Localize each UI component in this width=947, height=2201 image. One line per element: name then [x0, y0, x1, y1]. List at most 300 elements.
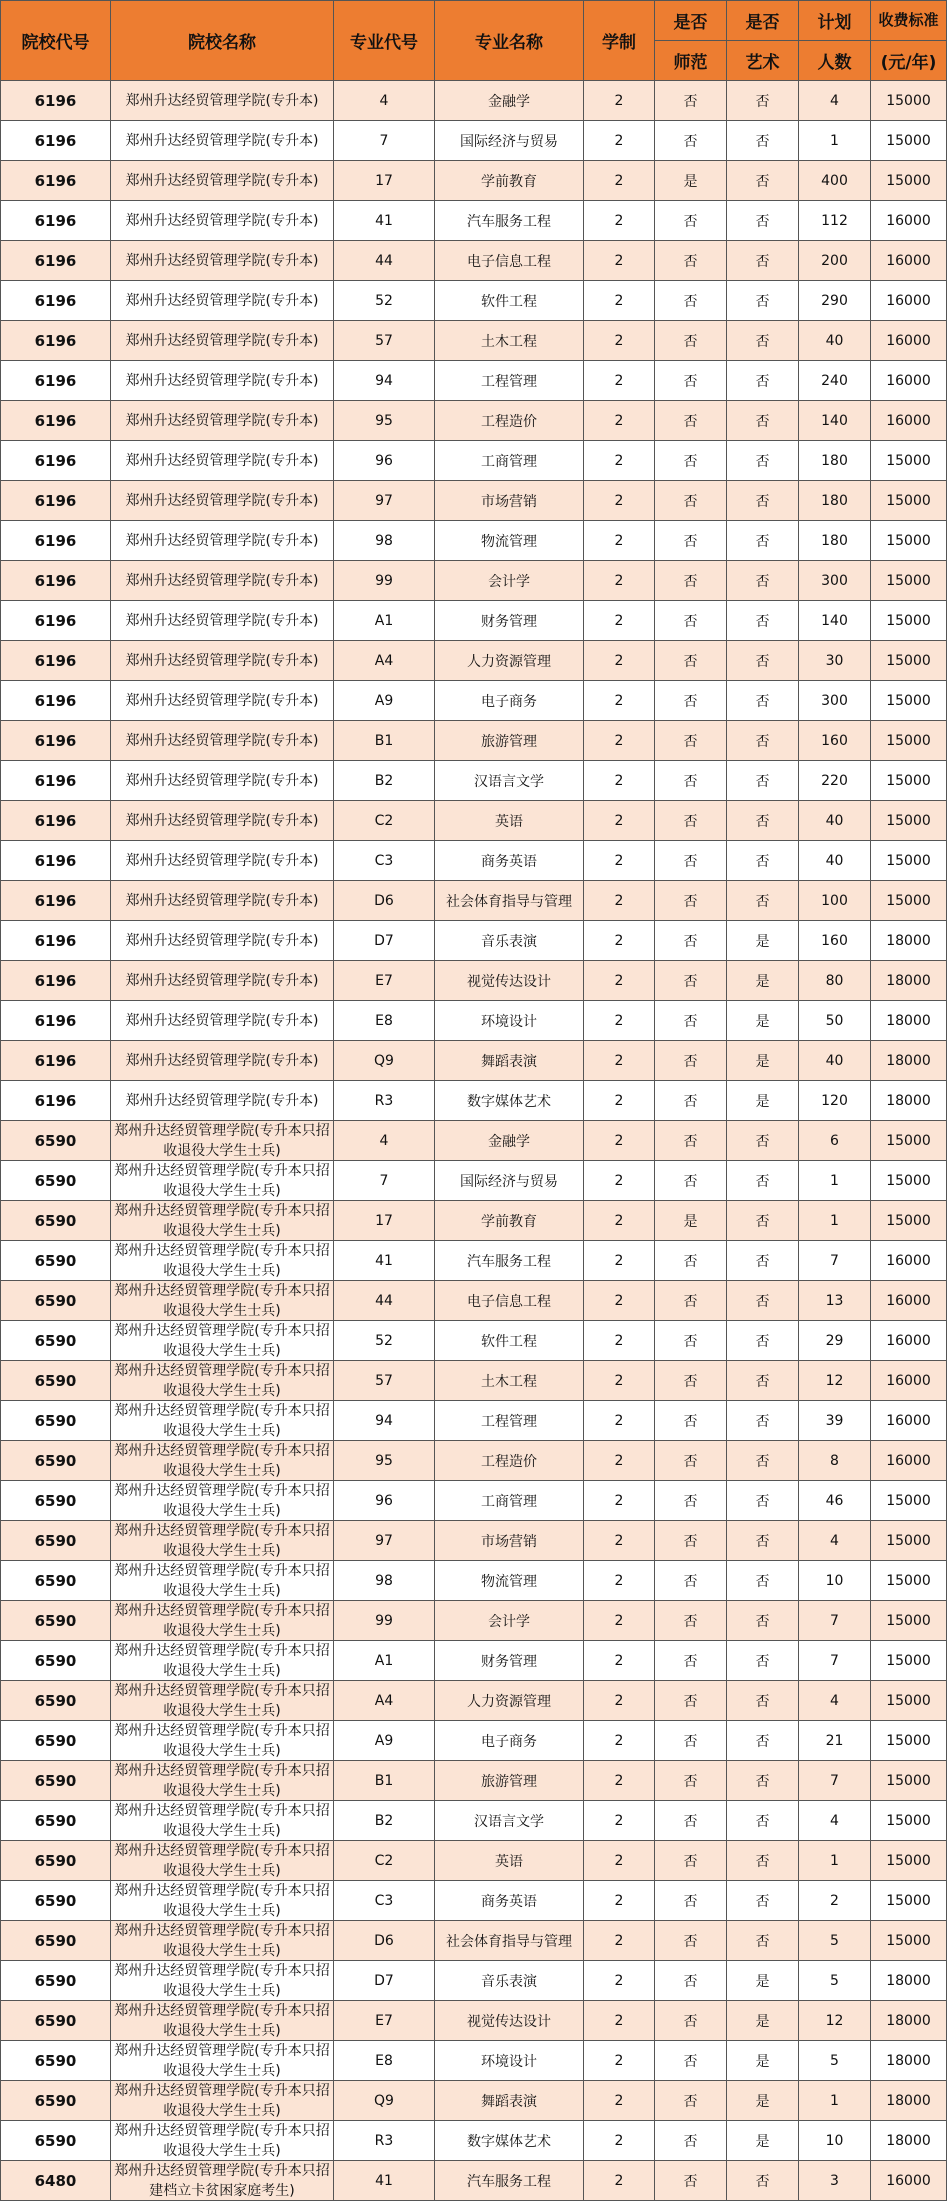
cell-school-code: 6590: [1, 1241, 111, 1281]
cell-school-code: 6590: [1, 1881, 111, 1921]
cell-school-name: [111, 1441, 334, 1481]
cell-fee: 18000: [871, 2121, 947, 2161]
cell-plan-count: 5: [799, 2041, 871, 2081]
cell-is-art: 否: [727, 1881, 799, 1921]
cell-school-name: [111, 1041, 334, 1081]
school-name-text: 郑州升达经贸管理学院(专升本只招收退役大学生士兵): [114, 1803, 330, 1839]
cell-major-name: 舞蹈表演: [435, 1041, 584, 1081]
cell-school-code: 6590: [1, 1801, 111, 1841]
cell-major-code: 41: [334, 201, 435, 241]
cell-is-normal: 否: [655, 1001, 727, 1041]
cell-duration: 2: [584, 2001, 655, 2041]
cell-major-name: 工程造价: [435, 1441, 584, 1481]
cell-is-normal: 否: [655, 361, 727, 401]
header-duration: 学制: [584, 1, 655, 81]
cell-is-art: 是: [727, 2001, 799, 2041]
cell-major-code: R3: [334, 1081, 435, 1121]
cell-is-normal: 否: [655, 641, 727, 681]
cell-school-name: [111, 721, 334, 761]
cell-school-name: [111, 1321, 334, 1361]
table-row: [1, 921, 947, 961]
cell-duration: 2: [584, 1441, 655, 1481]
cell-school-code: 6196: [1, 81, 111, 121]
header-fee-bottom: (元/年): [871, 41, 947, 81]
cell-is-art: 否: [727, 321, 799, 361]
cell-is-normal: 否: [655, 241, 727, 281]
cell-is-art: 否: [727, 241, 799, 281]
cell-fee: 18000: [871, 921, 947, 961]
school-name-text: 郑州升达经贸管理学院(专升本只招收退役大学生士兵): [114, 1723, 330, 1759]
cell-plan-count: 4: [799, 1681, 871, 1721]
cell-is-art: 否: [727, 1201, 799, 1241]
cell-school-code: 6590: [1, 1161, 111, 1201]
cell-is-art: 否: [727, 81, 799, 121]
cell-major-name: 人力资源管理: [435, 1681, 584, 1721]
cell-school-name: [111, 281, 334, 321]
school-name-text: 郑州升达经贸管理学院(专升本): [125, 212, 319, 229]
cell-school-name: [111, 681, 334, 721]
school-name-text: 郑州升达经贸管理学院(专升本): [125, 1052, 319, 1069]
header-art-bottom: 艺术: [727, 41, 799, 81]
school-name-text: 郑州升达经贸管理学院(专升本): [125, 172, 319, 189]
school-name-text: 郑州升达经贸管理学院(专升本): [125, 452, 319, 469]
school-name-text: 郑州升达经贸管理学院(专升本只招收退役大学生士兵): [114, 1123, 330, 1159]
cell-school-code: 6590: [1, 1481, 111, 1521]
cell-school-name: [111, 2001, 334, 2041]
cell-fee: 16000: [871, 1241, 947, 1281]
cell-is-art: 否: [727, 1361, 799, 1401]
cell-major-code: 7: [334, 1161, 435, 1201]
cell-major-name: 电子信息工程: [435, 1281, 584, 1321]
cell-major-code: 57: [334, 321, 435, 361]
cell-school-name: [111, 1601, 334, 1641]
school-name-text: 郑州升达经贸管理学院(专升本只招收退役大学生士兵): [114, 1403, 330, 1439]
table-row: [1, 561, 947, 601]
cell-is-art: 否: [727, 1841, 799, 1881]
table-row: [1, 1721, 947, 1761]
cell-is-normal: 否: [655, 1561, 727, 1601]
cell-fee: 15000: [871, 801, 947, 841]
cell-major-name: 汽车服务工程: [435, 201, 584, 241]
cell-school-code: 6196: [1, 721, 111, 761]
cell-plan-count: 1: [799, 1841, 871, 1881]
cell-duration: 2: [584, 1161, 655, 1201]
cell-school-name: [111, 1121, 334, 1161]
cell-plan-count: 120: [799, 1081, 871, 1121]
cell-is-normal: 否: [655, 2041, 727, 2081]
cell-is-art: 否: [727, 1681, 799, 1721]
cell-fee: 15000: [871, 1201, 947, 1241]
cell-school-name: [111, 841, 334, 881]
cell-school-code: 6590: [1, 1201, 111, 1241]
cell-school-name: [111, 881, 334, 921]
cell-school-name: [111, 1081, 334, 1121]
cell-major-code: D6: [334, 1921, 435, 1961]
cell-school-code: 6196: [1, 481, 111, 521]
cell-school-code: 6590: [1, 1641, 111, 1681]
cell-is-normal: 否: [655, 1441, 727, 1481]
cell-plan-count: 140: [799, 601, 871, 641]
table-row: [1, 121, 947, 161]
school-name-text: 郑州升达经贸管理学院(专升本只招收退役大学生士兵): [114, 1563, 330, 1599]
cell-duration: 2: [584, 1481, 655, 1521]
cell-major-code: A4: [334, 641, 435, 681]
cell-duration: 2: [584, 121, 655, 161]
cell-school-code: 6590: [1, 2121, 111, 2161]
cell-school-name: [111, 1521, 334, 1561]
cell-major-code: C3: [334, 1881, 435, 1921]
cell-major-name: 学前教育: [435, 1201, 584, 1241]
school-name-text: 郑州升达经贸管理学院(专升本): [125, 812, 319, 829]
cell-major-name: 市场营销: [435, 481, 584, 521]
school-name-text: 郑州升达经贸管理学院(专升本): [125, 972, 319, 989]
cell-major-name: 物流管理: [435, 521, 584, 561]
header-major-name: 专业名称: [435, 1, 584, 81]
cell-major-name: 数字媒体艺术: [435, 1081, 584, 1121]
cell-fee: 18000: [871, 2041, 947, 2081]
table-row: [1, 1521, 947, 1561]
cell-is-normal: 否: [655, 561, 727, 601]
cell-major-code: 98: [334, 1561, 435, 1601]
cell-major-name: 汽车服务工程: [435, 1241, 584, 1281]
cell-fee: 15000: [871, 601, 947, 641]
cell-fee: 16000: [871, 1441, 947, 1481]
cell-plan-count: 180: [799, 521, 871, 561]
cell-school-name: [111, 1561, 334, 1601]
cell-duration: 2: [584, 201, 655, 241]
cell-major-code: 17: [334, 161, 435, 201]
cell-plan-count: 3: [799, 2161, 871, 2201]
school-name-text: 郑州升达经贸管理学院(专升本只招收退役大学生士兵): [114, 1603, 330, 1639]
cell-is-normal: 否: [655, 441, 727, 481]
cell-school-name: [111, 1961, 334, 2001]
table-row: [1, 1121, 947, 1161]
cell-fee: 15000: [871, 1721, 947, 1761]
cell-duration: 2: [584, 2041, 655, 2081]
cell-duration: 2: [584, 1361, 655, 1401]
table-row: [1, 761, 947, 801]
cell-duration: 2: [584, 1641, 655, 1681]
cell-plan-count: 220: [799, 761, 871, 801]
cell-school-name: [111, 641, 334, 681]
cell-school-code: 6196: [1, 641, 111, 681]
cell-is-normal: 否: [655, 1241, 727, 1281]
cell-is-art: 否: [727, 1721, 799, 1761]
table-row: [1, 281, 947, 321]
cell-is-normal: 否: [655, 1521, 727, 1561]
cell-school-name: [111, 401, 334, 441]
cell-school-name: [111, 321, 334, 361]
table-row: [1, 601, 947, 641]
cell-school-code: 6196: [1, 801, 111, 841]
cell-school-name: [111, 1801, 334, 1841]
cell-school-name: [111, 1161, 334, 1201]
cell-duration: 2: [584, 1281, 655, 1321]
cell-is-art: 否: [727, 721, 799, 761]
cell-school-code: 6590: [1, 1401, 111, 1441]
cell-school-code: 6590: [1, 1521, 111, 1561]
header-plan-bottom: 人数: [799, 41, 871, 81]
cell-is-normal: 是: [655, 161, 727, 201]
cell-is-normal: 否: [655, 601, 727, 641]
cell-fee: 15000: [871, 1841, 947, 1881]
cell-major-code: E7: [334, 2001, 435, 2041]
cell-is-normal: 否: [655, 1841, 727, 1881]
cell-major-code: B1: [334, 1761, 435, 1801]
cell-duration: 2: [584, 1801, 655, 1841]
school-name-text: 郑州升达经贸管理学院(专升本): [125, 372, 319, 389]
cell-major-code: B1: [334, 721, 435, 761]
cell-school-code: 6196: [1, 561, 111, 601]
cell-major-code: A4: [334, 1681, 435, 1721]
cell-school-code: 6196: [1, 881, 111, 921]
cell-major-name: 国际经济与贸易: [435, 121, 584, 161]
cell-duration: 2: [584, 1561, 655, 1601]
school-name-text: 郑州升达经贸管理学院(专升本): [125, 252, 319, 269]
table-row: [1, 1681, 947, 1721]
table-row: [1, 2081, 947, 2121]
school-name-text: 郑州升达经贸管理学院(专升本只招收退役大学生士兵): [114, 2043, 330, 2079]
table-row: [1, 1481, 947, 1521]
cell-is-art: 否: [727, 1441, 799, 1481]
cell-fee: 18000: [871, 1041, 947, 1081]
cell-plan-count: 100: [799, 881, 871, 921]
cell-is-normal: 否: [655, 321, 727, 361]
cell-plan-count: 1: [799, 121, 871, 161]
cell-major-name: 工商管理: [435, 441, 584, 481]
cell-is-normal: 否: [655, 681, 727, 721]
cell-major-name: 环境设计: [435, 1001, 584, 1041]
table-row: [1, 1801, 947, 1841]
table-row: [1, 1841, 947, 1881]
cell-major-code: 94: [334, 361, 435, 401]
cell-major-name: 汉语言文学: [435, 761, 584, 801]
table-row: [1, 1041, 947, 1081]
cell-major-name: 工商管理: [435, 1481, 584, 1521]
cell-major-name: 视觉传达设计: [435, 961, 584, 1001]
cell-major-code: 95: [334, 401, 435, 441]
cell-major-code: 99: [334, 561, 435, 601]
cell-plan-count: 2: [799, 1881, 871, 1921]
cell-school-code: 6590: [1, 1561, 111, 1601]
cell-major-code: 96: [334, 1481, 435, 1521]
cell-major-name: 财务管理: [435, 601, 584, 641]
table-row: [1, 801, 947, 841]
table-row: [1, 2121, 947, 2161]
cell-fee: 15000: [871, 481, 947, 521]
cell-plan-count: 10: [799, 2121, 871, 2161]
school-name-text: 郑州升达经贸管理学院(专升本只招收退役大学生士兵): [114, 2083, 330, 2119]
header-school-code: 院校代号: [1, 1, 111, 81]
school-name-text: 郑州升达经贸管理学院(专升本只招收退役大学生士兵): [114, 1483, 330, 1519]
table-row: [1, 1441, 947, 1481]
cell-duration: 2: [584, 241, 655, 281]
cell-major-name: 汉语言文学: [435, 1801, 584, 1841]
school-name-text: 郑州升达经贸管理学院(专升本只招收退役大学生士兵): [114, 1443, 330, 1479]
cell-fee: 15000: [871, 1921, 947, 1961]
cell-school-name: [111, 1921, 334, 1961]
school-name-text: 郑州升达经贸管理学院(专升本): [125, 772, 319, 789]
cell-is-normal: 否: [655, 761, 727, 801]
table-row: [1, 521, 947, 561]
cell-fee: 18000: [871, 2081, 947, 2121]
cell-school-code: 6590: [1, 1841, 111, 1881]
cell-is-art: 否: [727, 1921, 799, 1961]
cell-major-name: 会计学: [435, 561, 584, 601]
cell-plan-count: 300: [799, 561, 871, 601]
header-normal-top: 是否: [655, 1, 727, 41]
cell-major-code: 57: [334, 1361, 435, 1401]
cell-school-name: [111, 81, 334, 121]
cell-is-normal: 否: [655, 801, 727, 841]
cell-duration: 2: [584, 1041, 655, 1081]
cell-plan-count: 7: [799, 1241, 871, 1281]
cell-plan-count: 46: [799, 1481, 871, 1521]
cell-duration: 2: [584, 481, 655, 521]
cell-major-name: 土木工程: [435, 321, 584, 361]
cell-school-name: [111, 161, 334, 201]
cell-major-code: R3: [334, 2121, 435, 2161]
cell-major-code: B2: [334, 761, 435, 801]
school-name-text: 郑州升达经贸管理学院(专升本只招收退役大学生士兵): [114, 1883, 330, 1919]
table-row: [1, 1401, 947, 1441]
cell-school-name: [111, 1721, 334, 1761]
cell-school-name: [111, 521, 334, 561]
school-name-text: 郑州升达经贸管理学院(专升本只招收退役大学生士兵): [114, 1163, 330, 1199]
cell-school-name: [111, 1481, 334, 1521]
cell-fee: 16000: [871, 1321, 947, 1361]
cell-school-code: 6590: [1, 1121, 111, 1161]
school-name-text: 郑州升达经贸管理学院(专升本只招收退役大学生士兵): [114, 1323, 330, 1359]
cell-major-name: 工程管理: [435, 1401, 584, 1441]
cell-fee: 16000: [871, 1281, 947, 1321]
cell-school-name: [111, 1361, 334, 1401]
cell-is-art: 否: [727, 1281, 799, 1321]
cell-duration: 2: [584, 561, 655, 601]
cell-major-code: 7: [334, 121, 435, 161]
table-row: [1, 1161, 947, 1201]
cell-fee: 15000: [871, 1761, 947, 1801]
cell-plan-count: 12: [799, 2001, 871, 2041]
cell-major-name: 工程造价: [435, 401, 584, 441]
cell-fee: 16000: [871, 1361, 947, 1401]
table-row: [1, 1601, 947, 1641]
cell-is-art: 否: [727, 521, 799, 561]
school-name-text: 郑州升达经贸管理学院(专升本): [125, 572, 319, 589]
cell-major-name: 商务英语: [435, 1881, 584, 1921]
cell-plan-count: 40: [799, 1041, 871, 1081]
cell-major-code: 52: [334, 281, 435, 321]
cell-duration: 2: [584, 1761, 655, 1801]
cell-plan-count: 6: [799, 1121, 871, 1161]
cell-is-normal: 否: [655, 881, 727, 921]
cell-is-art: 否: [727, 1481, 799, 1521]
school-name-text: 郑州升达经贸管理学院(专升本): [125, 92, 319, 109]
cell-school-code: 6590: [1, 1361, 111, 1401]
cell-plan-count: 180: [799, 441, 871, 481]
header-row: [1, 1, 947, 41]
cell-school-code: 6590: [1, 2001, 111, 2041]
cell-school-code: 6590: [1, 1601, 111, 1641]
cell-plan-count: 240: [799, 361, 871, 401]
cell-fee: 16000: [871, 281, 947, 321]
table-body: [1, 81, 947, 2201]
cell-school-name: [111, 1201, 334, 1241]
cell-duration: 2: [584, 681, 655, 721]
cell-major-name: 数字媒体艺术: [435, 2121, 584, 2161]
cell-fee: 15000: [871, 441, 947, 481]
cell-school-code: 6196: [1, 361, 111, 401]
cell-is-normal: 否: [655, 2121, 727, 2161]
cell-duration: 2: [584, 161, 655, 201]
cell-duration: 2: [584, 281, 655, 321]
cell-school-name: [111, 361, 334, 401]
cell-fee: 15000: [871, 641, 947, 681]
school-name-text: 郑州升达经贸管理学院(专升本): [125, 132, 319, 149]
school-name-text: 郑州升达经贸管理学院(专升本只招收退役大学生士兵): [114, 1683, 330, 1719]
school-name-text: 郑州升达经贸管理学院(专升本只招收退役大学生士兵): [114, 1243, 330, 1279]
cell-is-art: 否: [727, 801, 799, 841]
cell-plan-count: 1: [799, 1161, 871, 1201]
cell-plan-count: 200: [799, 241, 871, 281]
cell-plan-count: 5: [799, 1921, 871, 1961]
cell-school-name: [111, 961, 334, 1001]
cell-is-normal: 否: [655, 1721, 727, 1761]
cell-major-code: C2: [334, 801, 435, 841]
cell-plan-count: 39: [799, 1401, 871, 1441]
cell-fee: 15000: [871, 1121, 947, 1161]
table-row: [1, 1001, 947, 1041]
cell-is-normal: 否: [655, 1881, 727, 1921]
school-name-text: 郑州升达经贸管理学院(专升本只招收退役大学生士兵): [114, 1203, 330, 1239]
cell-major-code: 17: [334, 1201, 435, 1241]
cell-is-art: 否: [727, 881, 799, 921]
cell-school-code: 6590: [1, 2041, 111, 2081]
cell-school-code: 6196: [1, 401, 111, 441]
cell-major-name: 音乐表演: [435, 921, 584, 961]
cell-school-name: [111, 1881, 334, 1921]
cell-school-code: 6196: [1, 521, 111, 561]
school-name-text: 郑州升达经贸管理学院(专升本只招建档立卡贫困家庭考生): [114, 2163, 330, 2199]
cell-fee: 15000: [871, 1521, 947, 1561]
school-name-text: 郑州升达经贸管理学院(专升本): [125, 732, 319, 749]
cell-major-code: 95: [334, 1441, 435, 1481]
cell-fee: 15000: [871, 521, 947, 561]
cell-fee: 15000: [871, 1881, 947, 1921]
cell-fee: 18000: [871, 1961, 947, 2001]
cell-is-art: 否: [727, 161, 799, 201]
cell-duration: 2: [584, 1001, 655, 1041]
cell-is-normal: 否: [655, 81, 727, 121]
cell-fee: 15000: [871, 1481, 947, 1521]
cell-is-art: 是: [727, 2121, 799, 2161]
cell-major-code: 41: [334, 2161, 435, 2201]
cell-school-name: [111, 561, 334, 601]
cell-duration: 2: [584, 361, 655, 401]
school-name-text: 郑州升达经贸管理学院(专升本): [125, 652, 319, 669]
cell-fee: 15000: [871, 1601, 947, 1641]
cell-is-normal: 否: [655, 1961, 727, 2001]
cell-plan-count: 8: [799, 1441, 871, 1481]
cell-duration: 2: [584, 1841, 655, 1881]
school-name-text: 郑州升达经贸管理学院(专升本只招收退役大学生士兵): [114, 2123, 330, 2159]
cell-is-normal: 否: [655, 401, 727, 441]
cell-is-normal: 否: [655, 1481, 727, 1521]
cell-is-normal: 是: [655, 1201, 727, 1241]
cell-plan-count: 290: [799, 281, 871, 321]
cell-is-normal: 否: [655, 961, 727, 1001]
cell-plan-count: 40: [799, 801, 871, 841]
